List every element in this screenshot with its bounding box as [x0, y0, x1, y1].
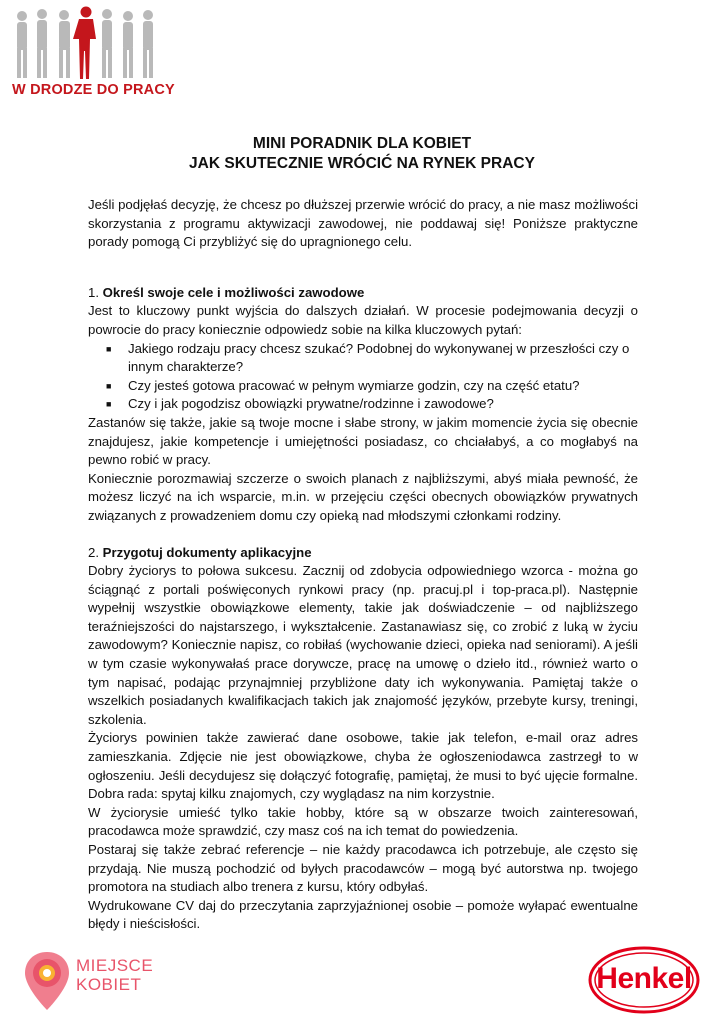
logo-text [76, 956, 153, 994]
henkel-logo [588, 946, 700, 1014]
location-pin-icon [22, 950, 72, 1012]
bullet-icon: ■ [106, 399, 112, 410]
miejsce-kobiet-logo [22, 950, 162, 1016]
section-1-heading [88, 284, 638, 303]
section-2-paragraph-5: Wydrukowane CV daj do przeczytania zaprzyjaźnionej osobie – pomoże wyłapać ewentualne błędy i nieścisłości. [88, 897, 638, 932]
section-1-paragraph-2: Zastanów się także, jakie są twoje mocne i słabe strony, w jakim momencie życia się obecnie znajdujesz, jakie kompetencje i umiejętności posiadasz, co chciałabyś, a co mogłabyś na pewno robić w pracy. [88, 414, 638, 468]
section-2-paragraph-3: W życiorysie umieść tylko takie hobby, które są w obszarze twoich zainteresowań, pracodawca może sprawdzić, czy masz coś na ich temat do powiedzenia. [88, 804, 638, 839]
tagline: W DRODZE DO PRACY [12, 82, 175, 98]
section-1-paragraph-1: Jest to kluczowy punkt wyjścia do dalszych działań. W procesie podejmowania decyzji o powrocie do pracy koniecznie odpowiedz sobie na kilka kluczowych pytań: [88, 303, 638, 337]
section-1-paragraph-3: Koniecznie porozmawiaj szczerze o swoich planach z najbliższymi, abyś miała pewność, że możesz liczyć na ich wsparcie, m.in. w przejęciu części obecnych obowiązków prywatnych związanych z prowadzeniem domu czy opieką nad młodszymi członkami rodziny. [88, 470, 638, 523]
section-1-number: 1. [88, 284, 99, 300]
bullet-icon: ■ [106, 380, 112, 391]
title-line-2: JAK SKUTECZNIE WRÓCIĆ NA RYNEK PRACY [189, 155, 535, 172]
intro-paragraph: Jeśli podjęłaś decyzję, że chcesz po dłuższej przerwie wrócić do pracy, a nie masz możliwości skorzystania z programu aktywizacji zawodowej, nie poddawaj się! Poniższe praktyczne porady pomogą Ci przybliżyć się do upragnionego celu. [88, 197, 638, 250]
henkel-wordmark: Henkel [596, 962, 692, 995]
section-2-paragraph-4: Postaraj się także zebrać referencje – nie każdy pracodawca ich potrzebuje, ale często się przydają. Nie muszą pochodzić od byłych pracodawców – mogą być autorstwa np. twojego promotora na studiach albo trenera z kursu, który odbyłaś. [88, 842, 638, 895]
section-1-title: Określ swoje cele i możliwości zawodowe [102, 284, 365, 300]
section-2-paragraph-1: Dobry życiorys to połowa sukcesu. Zacznij od zdobycia odpowiedniego wzorca - można go ściągnąć z portali poświęconych rynkowi pracy (np. pracuj.pl i top-praca.pl). Następnie wypełnij wszystkie obowiązkowe elementy, takie jak doświadczenie – od najbliższego teraźniejszości do najstarszego, i wykształcenie. Zastanawiasz się, co zrobić z luką w życiu zawodowym? Koniecznie napisz, co robiłaś (wychowanie dzieci, opieka nad seniorami). A jeśli w tym czasie wykonywałaś prace dorywcze, pracę na umowę o dzieło itd., również warto o tym napisać, podając przynajmniej przybliżone daty ich wykonywania. Pamiętaj także o wszelkich posiadanych kwalifikacjach takich jak znajomość języków, przebyte kursy, treningi, szkolenia. [88, 563, 638, 727]
section-2-heading [88, 544, 638, 563]
list-item: ■ Czy i jak pogodzisz obowiązki prywatne/rodzinne i zawodowe? [128, 395, 638, 414]
question-list [88, 340, 638, 414]
section-2-title: Przygotuj dokumenty aplikacyjne [102, 544, 312, 560]
page-title [0, 134, 724, 174]
section-2 [88, 544, 638, 934]
title-line-1: MINI PORADNIK DLA KOBIET [252, 135, 472, 152]
people-silhouettes-icon [8, 6, 158, 82]
logo-line-1: MIEJSCE [76, 956, 154, 975]
header-logo [8, 6, 175, 98]
section-2-number: 2. [88, 544, 99, 560]
logo-line-2: KOBIET [76, 975, 142, 994]
section-1 [88, 284, 638, 526]
list-item: ■ Czy jesteś gotowa pracować w pełnym wymiarze godzin, czy na część etatu? [128, 377, 638, 396]
bullet-icon: ■ [106, 343, 112, 354]
section-2-paragraph-2: Życiorys powinien także zawierać dane osobowe, takie jak telefon, e-mail oraz adres zamieszkania. Zdjęcie nie jest obowiązkowe, chyba że ogłoszeniodawca zastrzegł to w ogłoszeniu. Jeśli decydujesz się dołączyć fotografię, pamiętaj, że musi to być ujęcie formalne. Dobra rada: spytaj kilku znajomych, czy wyglądasz na nim korzystnie. [88, 730, 638, 802]
document-body [88, 196, 638, 934]
list-item: ■ Jakiego rodzaju pracy chcesz szukać? Podobnej do wykonywanej w przeszłości czy o innym charakterze? [106, 340, 630, 375]
